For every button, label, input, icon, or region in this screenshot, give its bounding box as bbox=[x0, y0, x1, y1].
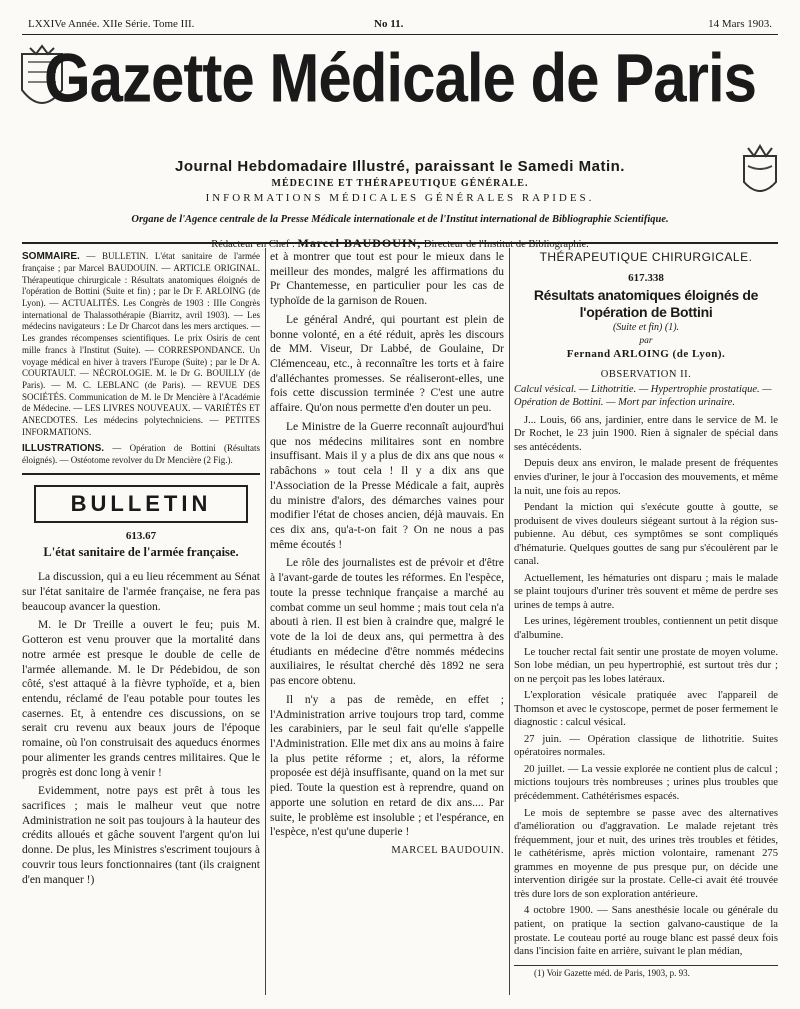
issue-line bbox=[14, 14, 786, 34]
masthead-title: Gazette Médicale de Paris bbox=[44, 39, 756, 117]
article-paragraph: Actuellement, les hématuries ont disparu ; mais le malade se plaint toujours d'uriner très souvent et même de perdre ses urines de temps à autre. bbox=[514, 572, 778, 611]
article-paragraph: L'exploration vésicale pratiquée avec l'appareil de Thomson et avec le cystoscope, permet de poser fermement le diagnostic : calcul vésical. bbox=[514, 690, 778, 729]
bulletin-paragraph: Il n'y a pas de remède, en effet ; l'Administration arrive toujours trop tard, comme les carabiniers, par le seul fait qu'elle s'appelle l'Administration. Elle met dix ans au moins à faire la plus petite réforme ; et, alors, la réforme proposée est déjà insuffisante, quand on la met sur pied. Toute la question est à reprendre, quand on apporte une solution en retard de dix ans.... Par suite, le problème est insoluble ; et l'espérance, en l'espèce, n'est qu'une duperie ! bbox=[270, 693, 504, 839]
bulletin-paragraph: La discussion, qui a eu lieu récemment au Sénat sur l'état sanitaire de l'armée française, ne fera pas beaucoup avancer la question. bbox=[22, 571, 260, 613]
bulletin-paragraph: et à montrer que tout est pour le mieux dans le meilleur des mondes, malgré les affirmations du Pr Chantemesse, en particulier pour les cas de typhoïde de la garnison de Rouen. bbox=[270, 251, 504, 308]
article-paragraph: Depuis deux ans environ, le malade present de fréquentes envies d'uriner, le jour à l'occasion des mouvements, et même la nuit, une fois au repos. bbox=[514, 458, 778, 497]
article-paragraph: 4 octobre 1900. — Sans anesthésie locale ou générale du patient, on pratique la section galvano-caustique de la prostate. Le couteau porté au rouge blanc est passé deux fois dans l'incision faite en arrière, suivant le plan médian, bbox=[514, 905, 778, 958]
article-paragraph: 20 juillet. — La vessie explorée ne contient plus de calcul ; mictions toujours très nombreuses ; urines plus troubles que précédemment. Cathétérismes espacés. bbox=[514, 763, 778, 803]
column-left bbox=[22, 250, 260, 999]
bulletin-paragraph: Le Ministre de la Guerre reconnaît aujourd'hui que nos médecins militaires sont en nombre insuffisant. Mais il y a plus de dix ans que nous « rabâchons » tout cela ! Il y a dix ans que l'Association de la Presse Médicale a fait, auprès du ministre d'alors, des démarches vaines pour modifier l'état de choses ancien, déjà mauvais. En ces dix ans, qu'a-t-on fait ? On ne nous a pas même écoutés ! bbox=[270, 420, 504, 551]
article-paragraph: J... Louis, 66 ans, jardinier, entre dans le service de M. le Dr Rochet, le 23 juin 1900. Rien à signaler de spécial dans ses antécédents. bbox=[514, 414, 778, 453]
bulletin-paragraph: Le rôle des journalistes est de prévoir et d'être à l'avant-garde de toutes les réformes. En l'espèce, toute la presse technique française a marché au combat comme un seul homme ; mais tout cela n'a abouti à rien. Il est bien à craindre que, malgré le vote de la loi de deux ans, qui permettra à des étudiants en médecine d'être nommés médecins auxiliaires, le résultat cherché dès 1892 ne sera pas encore obtenu. bbox=[270, 557, 504, 688]
sommaire bbox=[22, 250, 260, 467]
masthead-rule bbox=[22, 242, 778, 244]
sommaire-label: SOMMAIRE. bbox=[22, 251, 80, 262]
article-paragraph: 27 juin. — Opération classique de lithotritie. Suites opératoires normales. bbox=[514, 733, 778, 759]
issue-date: 14 Mars 1903. bbox=[708, 18, 772, 30]
column-divider-1 bbox=[265, 248, 266, 995]
bulletin-label: BULLETIN bbox=[34, 485, 248, 523]
column-right bbox=[514, 250, 778, 999]
redacteur-suffix: Directeur de l'Institut de Bibliographie. bbox=[423, 239, 589, 250]
issue-number: No 11. bbox=[374, 18, 404, 30]
article-number: 617.338 bbox=[628, 272, 664, 285]
article-paragraph: Le mois de septembre se passe avec des alternatives d'amélioration ou d'aggravation. Le malade rejetant très fréquemment, jour et nuit, des urines très troubles et fétides, le cathétérisme, après miction volontaire, ramenant 275 grammes en moyenne de pus presque pur, on décide une intervention dirigée sur la prostate. Celle-ci avait été trouvée très dure lors de son exploration antérieure. bbox=[514, 807, 778, 900]
sommaire-rule bbox=[22, 473, 260, 475]
issue-volume: LXXIVe Année. XIIe Série. Tome III. bbox=[28, 18, 195, 30]
bulletin-number: 613.67 bbox=[125, 530, 157, 543]
redacteur-prefix: Rédacteur en Chef : bbox=[211, 239, 295, 250]
masthead-subtitle-informations: INFORMATIONS MÉDICALES GÉNÉRALES RAPIDES. bbox=[205, 192, 595, 204]
column-divider-2 bbox=[509, 248, 510, 995]
article-paragraph: Pendant la miction qui s'exécute goutte à goutte, se produisent de vives douleurs siégeant surtout à la région sus-pubienne. Au début, ces symptômes se sont compliqués d'hématurie. Quelques gouttes de sang pur s'écoulèrent par le canal. bbox=[514, 502, 778, 568]
observation-heading: OBSERVATION II. bbox=[600, 368, 692, 380]
observation-summary: Calcul vésical. — Lithotritie. — Hypertrophie prostatique. — Opération de Bottini. — Mort par infection urinaire. bbox=[514, 383, 772, 409]
bulletin-signature: MARCEL BAUDOUIN. bbox=[391, 845, 504, 857]
masthead bbox=[14, 38, 786, 250]
article-title: Résultats anatomiques éloignés de l'opération de Bottini bbox=[533, 287, 759, 320]
newspaper-page bbox=[14, 14, 786, 999]
illustrations-label: ILLUSTRATIONS. bbox=[22, 443, 105, 455]
article-paragraph: Le toucher rectal fait sentir une prostate de moyen volume. Son lobe médian, un peu hypertrophié, est surtout très dur ; on ne perçoit pas les lobes latéraux. bbox=[514, 646, 778, 685]
redacteur-name: Marcel BAUDOUIN, bbox=[297, 236, 422, 250]
bulletin-heading: L'état sanitaire de l'armée française. bbox=[43, 545, 239, 560]
article-section: THÉRAPEUTIQUE CHIRURGICALE. bbox=[539, 250, 753, 264]
footnote: (1) Voir Gazette méd. de Paris, 1903, p. 93. bbox=[514, 965, 778, 980]
article-paragraph: Les urines, légèrement troubles, contiennent un petit disque d'albumine. bbox=[514, 616, 778, 642]
masthead-organe: Organe de l'Agence centrale de la Presse Médicale internationale et de l'Institut international de Bibliographie Scientifique. bbox=[131, 214, 669, 225]
masthead-subtitle: Journal Hebdomadaire Illustré, paraissant le Samedi Matin. bbox=[175, 158, 625, 175]
bulletin-paragraph: M. le Dr Treille a ouvert le feu; puis M. Gotteron est venu prouver que la mortalité dans notre armée est presque le double de celle de l'armée allemande. M. le Dr Pédebidou, de son côté, s'est attaqué à la fièvre typhoïde, et a, bien entendu, réclamé de l'eau potable pour toutes les casernes. Et, à entendre ces discussions, on se serait cru revenu aux beaux jours de l'époque romaine, où l'on construisait des aqueducs énormes pour alimenter les grands centres militaires. Que le progrès est donc long à venir ! bbox=[22, 619, 260, 779]
masthead-subtitle-medecine: MÉDECINE ET THÉRAPEUTIQUE GÉNÉRALE. bbox=[271, 178, 529, 189]
illustrations-text: — Opération de Bottini (Résultats éloignés). — Ostéotome revolver du Dr Mencière (2 Fig.). bbox=[22, 443, 260, 466]
bulletin-paragraph: Le général André, qui pourtant est plein de bonne volonté, en a été réduit, après les discours de MM. Viseur, Dr Labbé, de Goulaine, Dr Clémenceau, etc., à reconnaître les torts et à faire d'alléchantes promesses. Se réaliseront-elles, une fois cette discussion terminée ? C'est une autre affaire. Qu'on nous permette d'en douter un peu. bbox=[270, 313, 504, 415]
top-rule bbox=[22, 34, 778, 35]
article-author: Fernand ARLOING (de Lyon). bbox=[566, 348, 726, 361]
article-suite: (Suite et fin) (1). bbox=[612, 322, 680, 334]
bulletin-paragraph: Evidemment, notre pays est prêt à tous les sacrifices ; mais le malheur veut que notre Administration ne soit pas toujours à la hauteur des crédits alloués et gâche souvent l'argent qu'on lui donne. De plus, les Ministres s'escriment toujours à couvrir tous leurs fonctionnaires (tant (ils craignent d'en manquer !) bbox=[22, 785, 260, 886]
column-middle bbox=[270, 250, 504, 999]
article-par: par bbox=[639, 336, 653, 347]
sommaire-text: — BULLETIN. L'état sanitaire de l'armée française ; par Marcel BAUDOUIN. — ARTICLE ORIGINAL. Thérapeutique chirurgicale : Résultats anatomiques éloignés de l'opération de Bottini (Suite et fin) ; par le Dr F. ARLOING (de Lyon). — ACTUALITÉS. Les Congrès de 1903 : IIIe Congrès international de Thalassothérapie (Biarritz, avril 1903). — Les médecins navigateurs : Le Dr Charcot dans les mers arctiques. — Les grandes récompenses scientifiques. Le prix Osiris de cent mille francs à l'Institut (Suite). — CORRESPONDANCE. Un voyage médical en hiver à travers l'Europe (Suite) ; par le Dr A. COURTAULT. — NÉCROLOGIE. M. le Dr G. BOUILLY (de Paris). — M. C. LEBLANC (de Paris). — REVUE DES SOCIÉTÉS. Communication de M. le Dr Mencière à l'Académie de Médecine. — LES LIVRES NOUVEAUX. — VARIÉTÉS ET ANECDOTES. Les médecins polytechniciens. — PETITES INFORMATIONS. bbox=[22, 251, 261, 437]
